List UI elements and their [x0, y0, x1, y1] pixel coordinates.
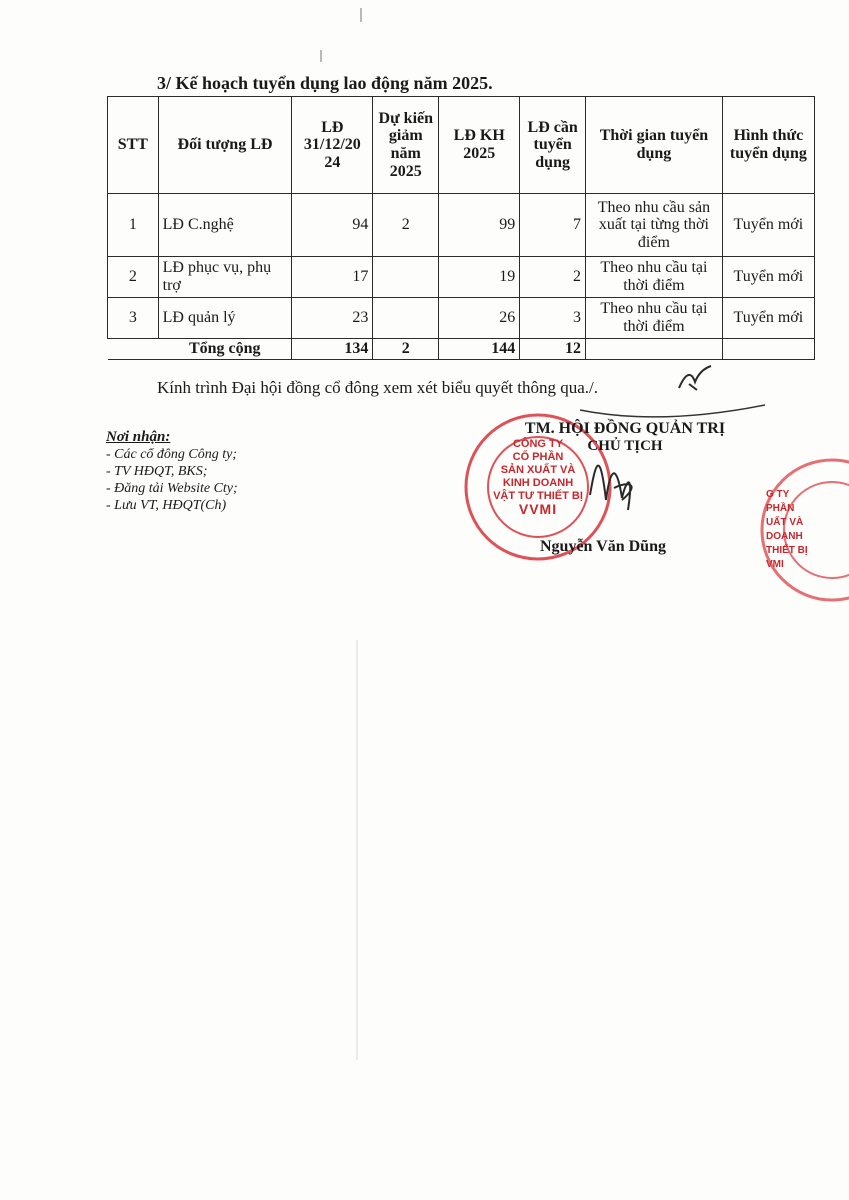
col-header-need: LĐ cần tuyển dụng [520, 97, 586, 194]
cell-empty [722, 339, 814, 360]
closing-statement: Kính trình Đại hội đồng cổ đông xem xét biểu quyết thông qua./. [157, 378, 598, 397]
cell-total-ld-2024: 134 [292, 339, 373, 360]
table-row [108, 257, 815, 298]
cell-reduce [373, 298, 439, 339]
signature-title: TM. HỘI ĐỒNG QUẢN TRỊ [524, 420, 726, 437]
cell-empty [108, 339, 159, 360]
cell-ld-2024: 94 [292, 194, 373, 257]
recruitment-plan-table [107, 96, 815, 360]
cell-form: Tuyển mới [722, 257, 814, 298]
cell-group: LĐ C.nghệ [158, 194, 292, 257]
seal-line: CỔ PHẦN [512, 451, 564, 463]
cell-plan: 19 [439, 257, 520, 298]
col-header-plan: LĐ KH 2025 [439, 97, 520, 194]
recipient-item: - Lưu VT, HĐQT(Ch) [106, 498, 227, 513]
scan-mark [356, 640, 358, 1060]
cell-time: Theo nhu cầu tại thời điểm [586, 298, 723, 339]
cell-group: LĐ quản lý [158, 298, 292, 339]
cell-stt: 1 [108, 194, 159, 257]
handwritten-signature-icon [570, 400, 770, 540]
cell-stt: 2 [108, 257, 159, 298]
cell-time: Theo nhu cầu tại thời điểm [586, 257, 723, 298]
col-header-group: Đối tượng LĐ [158, 97, 292, 194]
cell-total-label: Tổng cộng [158, 339, 292, 360]
seal-line: DOANH [766, 531, 803, 542]
cell-form: Tuyển mới [722, 298, 814, 339]
recipient-item: - Đăng tải Website Cty; [106, 481, 238, 496]
cell-group: LĐ phục vụ, phụ trợ [158, 257, 292, 298]
cell-total-need: 12 [520, 339, 586, 360]
seal-line: KINH DOANH [502, 477, 574, 489]
scan-mark [360, 8, 362, 22]
scan-mark [320, 50, 322, 62]
recipients-block [106, 429, 238, 514]
col-header-ld-2024: LĐ 31/12/20 24 [292, 97, 373, 194]
cell-reduce: 2 [373, 194, 439, 257]
cell-total-plan: 144 [439, 339, 520, 360]
col-header-reduce: Dự kiến giảm năm 2025 [373, 97, 439, 194]
recipient-item: - TV HĐQT, BKS; [106, 464, 208, 479]
cell-plan: 26 [439, 298, 520, 339]
cell-reduce [373, 257, 439, 298]
col-header-time: Thời gian tuyển dụng [586, 97, 723, 194]
recipients-title: Nơi nhận: [106, 429, 171, 445]
signature-position: CHỦ TỊCH [587, 438, 663, 454]
seal-line: THIẾT BỊ [766, 545, 808, 556]
table-row [108, 298, 815, 339]
table-header-row [108, 97, 815, 194]
recipient-item: - Các cổ đông Công ty; [106, 447, 238, 462]
table-total-row [108, 339, 815, 360]
partial-seal-text [766, 488, 836, 572]
seal-line: SẢN XUẤT VÀ [500, 464, 576, 476]
cell-ld-2024: 17 [292, 257, 373, 298]
col-header-stt: STT [108, 97, 159, 194]
cell-stt: 3 [108, 298, 159, 339]
cell-total-reduce: 2 [373, 339, 439, 360]
col-header-form: Hình thức tuyển dụng [722, 97, 814, 194]
initial-mark [675, 364, 715, 394]
cell-need: 7 [520, 194, 586, 257]
seal-line: PHẦN [766, 503, 795, 514]
signer-name: Nguyễn Văn Dũng [540, 538, 666, 555]
cell-time: Theo nhu cầu sản xuất tại từng thời điểm [586, 194, 723, 257]
cell-empty [586, 339, 723, 360]
table-row [108, 194, 815, 257]
seal-line: VMI [766, 559, 784, 570]
cell-ld-2024: 23 [292, 298, 373, 339]
seal-line: G TY [766, 489, 790, 500]
cell-need: 2 [520, 257, 586, 298]
seal-line: VẬT TƯ THIẾT BỊ [493, 490, 583, 502]
seal-line: CÔNG TY [512, 438, 564, 450]
section-heading: 3/ Kế hoạch tuyển dụng lao động năm 2025. [157, 73, 493, 93]
seal-line: UẤT VÀ [766, 517, 804, 528]
cell-need: 3 [520, 298, 586, 339]
cell-plan: 99 [439, 194, 520, 257]
seal-line: VVMI [518, 501, 558, 517]
cell-form: Tuyển mới [722, 194, 814, 257]
